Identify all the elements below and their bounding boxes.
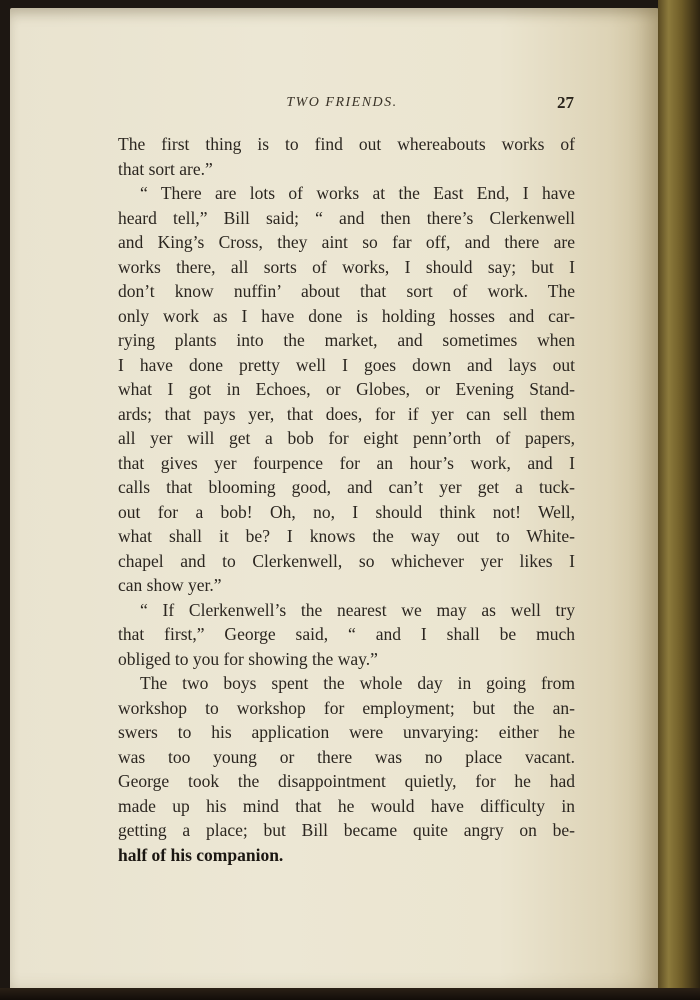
text-line: don’t know nuffin’ about that sort of work. The [118, 281, 575, 301]
page-bottom-edge [0, 988, 700, 1000]
text-line: and King’s Cross, they aint so far off, and there are [118, 232, 575, 252]
text-line: works there, all sorts of works, I should say; but I [118, 256, 575, 277]
text-line: getting a place; but Bill became quite angry on be- [118, 820, 575, 840]
text-line: only work as I have done is holding hosses and car- [118, 305, 575, 326]
text-line: that gives yer fourpence for an hour’s work, and I [118, 452, 575, 473]
text-line: half of his companion. [118, 844, 284, 865]
text-line: “ There are lots of works at the East End, I have [140, 183, 575, 203]
text-line: calls that blooming good, and can’t yer get a tuck- [118, 477, 575, 497]
text-line: I have done pretty well I goes down and lays out [118, 354, 575, 375]
running-header [108, 95, 576, 117]
text-line: that first,” George said, “ and I shall be much [118, 624, 575, 644]
text-line: George took the disappointment quietly, for he had [118, 771, 575, 791]
text-line: was too young or there was no place vacant. [118, 746, 575, 767]
text-line: ards; that pays yer, that does, for if yer can sell them [118, 403, 575, 424]
text-line: rying plants into the market, and sometimes when [118, 330, 575, 350]
text-line: The two boys spent the whole day in going from [140, 673, 575, 693]
text-line: heard tell,” Bill said; “ and then there’s Clerkenwell [118, 207, 575, 228]
text-line: obliged to you for showing the way.” [118, 648, 378, 669]
text-line: that sort are.” [118, 158, 213, 179]
text-line: chapel and to Clerkenwell, so whichever yer likes I [118, 550, 575, 571]
text-line: what shall it be? I knows the way out to White- [118, 526, 575, 546]
book-spine [658, 0, 700, 1000]
page-number: 27 [557, 93, 574, 112]
text-line: all yer will get a bob for eight penn’orth of papers, [118, 428, 575, 448]
text-line: made up his mind that he would have difficulty in [118, 795, 575, 816]
running-head-title: TWO FRIENDS. [286, 95, 398, 110]
text-line: workshop to workshop for employment; but the an- [118, 697, 575, 718]
text-line: The first thing is to find out whereabouts works of [118, 134, 575, 154]
text-line: out for a bob! Oh, no, I should think not! Well, [118, 501, 575, 522]
body-text [118, 132, 575, 867]
text-line: swers to his application were unvarying: either he [118, 722, 575, 742]
text-line: what I got in Echoes, or Globes, or Evening Stand- [118, 379, 575, 399]
text-line: “ If Clerkenwell’s the nearest we may as well try [140, 599, 575, 620]
text-line: can show yer.” [118, 575, 222, 595]
